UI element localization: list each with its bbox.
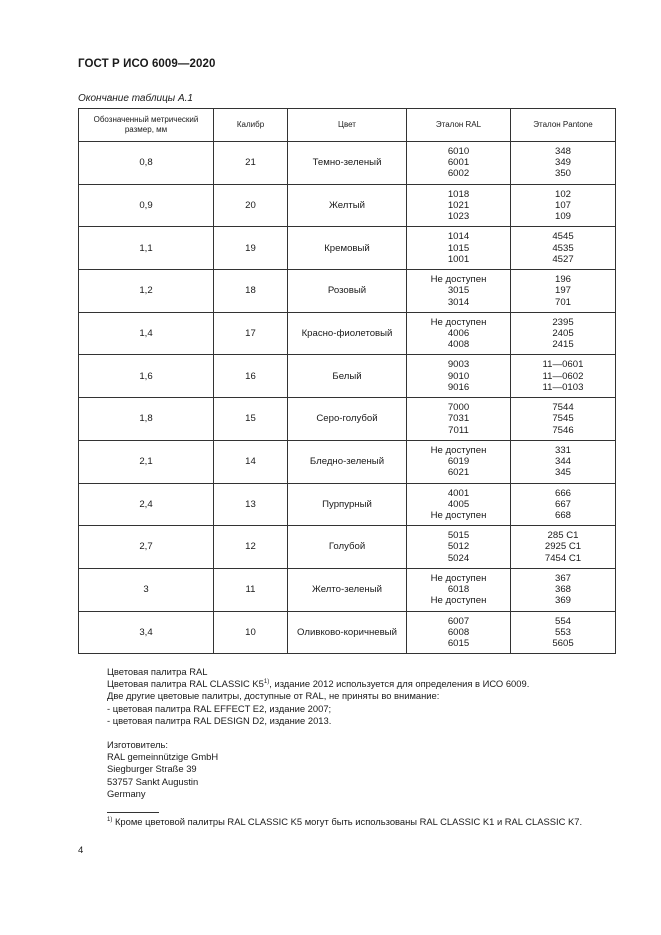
cell-pantone-value: 285 C1 [547, 530, 579, 542]
cell-ral-value: Не доступен [430, 274, 487, 286]
cell-ral-value: 6010 [447, 146, 470, 158]
note-other-palettes: Две другие цветовые палитры, доступные от RAL, не приняты во внимание: [107, 690, 440, 702]
cell-ral-value: 5024 [447, 552, 470, 564]
cell-ral-value: 5015 [447, 530, 470, 542]
cell-ral-value: Не доступен [430, 509, 487, 521]
cell-pantone-value: 11—0601 [542, 359, 584, 371]
color-code-table [78, 108, 616, 654]
cell-pantone [511, 184, 616, 227]
table-row [79, 312, 616, 355]
cell-ral [407, 483, 511, 526]
cell-ral [407, 355, 511, 398]
cell-gauge: 19 [214, 227, 288, 270]
cell-pantone [511, 526, 616, 569]
cell-pantone [511, 312, 616, 355]
cell-pantone-value: 331 [554, 444, 571, 456]
cell-ral-value: 6015 [447, 638, 470, 649]
cell-ral-value: Не доступен [430, 595, 487, 607]
cell-ral-value: 4001 [447, 487, 470, 499]
cell-pantone-value: 5605 [552, 638, 574, 649]
table-row [79, 611, 616, 654]
cell-size: 1,6 [79, 355, 214, 398]
cell-gauge: 18 [214, 270, 288, 313]
cell-pantone [511, 568, 616, 611]
cell-size: 1,1 [79, 227, 214, 270]
footnote-marker: 1) [107, 816, 113, 823]
note-usage-text: Цветовая палитра RAL CLASSIC K5 [107, 678, 264, 690]
cell-ral-value: 4005 [447, 498, 470, 510]
cell-pantone-value: 344 [554, 456, 571, 468]
note-list-item: - цветовая палитра RAL DESIGN D2, издание 2013. [107, 714, 332, 726]
cell-pantone-value: 2925 C1 [544, 541, 582, 553]
cell-ral [407, 227, 511, 270]
cell-color: Красно-фиолетовый [288, 312, 407, 355]
cell-ral [407, 526, 511, 569]
cell-color: Темно-зеленый [288, 142, 407, 185]
cell-ral-value: 1021 [447, 199, 470, 211]
cell-color: Оливково-коричневый [288, 611, 407, 654]
cell-ral-value: 3015 [447, 285, 470, 297]
cell-color: Желтый [288, 184, 407, 227]
cell-ral-value: 1023 [447, 211, 470, 223]
table-row [79, 142, 616, 185]
table-row [79, 483, 616, 526]
cell-ral-value: 7011 [448, 424, 469, 436]
cell-gauge: 14 [214, 440, 288, 483]
cell-pantone-value: 666 [554, 487, 571, 499]
cell-pantone-value: 107 [554, 199, 571, 211]
cell-pantone-value: 553 [554, 626, 571, 638]
cell-size: 1,4 [79, 312, 214, 355]
table-body [79, 142, 616, 654]
cell-color: Голубой [288, 526, 407, 569]
cell-pantone [511, 398, 616, 441]
cell-ral-value: 1015 [447, 242, 470, 254]
cell-pantone-value: 349 [554, 157, 571, 169]
cell-ral [407, 270, 511, 313]
cell-pantone-value: 2415 [552, 339, 574, 351]
cell-color: Пурпурный [288, 483, 407, 526]
manufacturer-country: Germany [107, 787, 146, 799]
table-header-row [79, 109, 616, 142]
cell-gauge: 15 [214, 398, 288, 441]
cell-gauge: 10 [214, 611, 288, 654]
cell-size: 1,8 [79, 398, 214, 441]
cell-ral-value: 7031 [447, 413, 470, 425]
cell-ral-value: 6007 [447, 615, 470, 627]
cell-size: 3 [79, 568, 214, 611]
cell-pantone [511, 355, 616, 398]
table-caption: Окончание таблицы А.1 [78, 93, 193, 104]
cell-pantone [511, 142, 616, 185]
cell-pantone-value: 2395 [552, 316, 574, 328]
cell-ral-value: 6018 [447, 584, 470, 596]
cell-ral [407, 142, 511, 185]
cell-ral-value: Не доступен [430, 444, 487, 456]
cell-ral-value: 1014 [447, 231, 470, 243]
col-header-color: Цвет [288, 109, 407, 142]
cell-pantone-value: 668 [554, 509, 571, 521]
cell-gauge: 20 [214, 184, 288, 227]
note-usage-text-end: , издание 2012 используется для определения в ИСО 6009. [269, 678, 530, 690]
page-number: 4 [78, 845, 84, 856]
footnote [107, 816, 615, 828]
cell-ral-value: 9016 [447, 381, 470, 393]
cell-pantone-value: 350 [554, 168, 571, 180]
cell-pantone-value: 554 [554, 615, 571, 627]
table-row [79, 568, 616, 611]
cell-gauge: 16 [214, 355, 288, 398]
cell-ral-value: 4006 [447, 327, 470, 339]
cell-pantone-value: 7454 C1 [544, 552, 582, 564]
cell-color: Белый [288, 355, 407, 398]
cell-ral [407, 184, 511, 227]
manufacturer-name: RAL gemeinnützige GmbH [107, 751, 219, 763]
cell-pantone [511, 440, 616, 483]
cell-pantone-value: 345 [554, 467, 571, 479]
notes-block [107, 666, 529, 800]
cell-gauge: 17 [214, 312, 288, 355]
cell-pantone-value: 2405 [552, 327, 574, 339]
cell-color: Розовый [288, 270, 407, 313]
col-header-pantone: Эталон Pantone [511, 109, 616, 142]
cell-ral-value: 7000 [447, 402, 470, 414]
cell-pantone-value: 667 [554, 498, 571, 510]
table-row [79, 440, 616, 483]
cell-pantone-value: 369 [554, 595, 571, 607]
table-row [79, 526, 616, 569]
cell-pantone-value: 701 [554, 296, 571, 308]
cell-gauge: 21 [214, 142, 288, 185]
table-row [79, 355, 616, 398]
cell-pantone-value: 4545 [552, 231, 574, 243]
cell-pantone-value: 196 [554, 274, 571, 286]
cell-ral-value: 3014 [447, 296, 470, 308]
manufacturer-label: Изготовитель: [107, 739, 168, 751]
col-header-ral: Эталон RAL [407, 109, 511, 142]
cell-color: Кремовый [288, 227, 407, 270]
cell-ral-value: 1001 [447, 253, 470, 265]
cell-gauge: 11 [214, 568, 288, 611]
cell-ral [407, 611, 511, 654]
cell-ral-value: 1018 [447, 188, 470, 200]
cell-ral [407, 398, 511, 441]
cell-pantone-value: 4527 [552, 253, 574, 265]
cell-color: Серо-голубой [288, 398, 407, 441]
cell-pantone [511, 270, 616, 313]
cell-ral-value: Не доступен [430, 316, 487, 328]
cell-ral-value: 5012 [447, 541, 470, 553]
cell-size: 3,4 [79, 611, 214, 654]
cell-size: 1,2 [79, 270, 214, 313]
footnote-divider [107, 812, 159, 813]
note-palette-usage [107, 678, 529, 690]
cell-ral-value: 6019 [447, 456, 470, 468]
cell-gauge: 13 [214, 483, 288, 526]
cell-size: 2,7 [79, 526, 214, 569]
cell-ral-value: 6002 [447, 168, 470, 180]
footnote-ref: 1) [263, 679, 270, 686]
footnote-text: Кроме цветовой палитры RAL CLASSIC K5 могут быть использованы RAL CLASSIC K1 и RAL CLASSIC K7. [112, 816, 583, 827]
col-header-size: Обозначенный метрический размер, мм [79, 109, 214, 142]
cell-pantone-value: 11—0103 [542, 381, 584, 393]
cell-pantone-value: 11—0602 [542, 370, 584, 382]
cell-ral-value: 9003 [447, 359, 470, 371]
cell-pantone-value: 102 [554, 188, 571, 200]
cell-color: Желто-зеленый [288, 568, 407, 611]
table-row [79, 270, 616, 313]
cell-ral-value: 4008 [447, 339, 470, 351]
cell-pantone [511, 483, 616, 526]
cell-pantone-value: 7546 [552, 424, 574, 436]
cell-ral [407, 440, 511, 483]
table-row [79, 184, 616, 227]
cell-pantone-value: 367 [554, 572, 571, 584]
cell-ral-value: 6008 [447, 626, 470, 638]
cell-color: Бледно-зеленый [288, 440, 407, 483]
table-row [79, 398, 616, 441]
cell-ral-value: 6001 [447, 157, 470, 169]
cell-pantone [511, 227, 616, 270]
cell-ral [407, 568, 511, 611]
cell-pantone-value: 109 [554, 211, 571, 223]
cell-ral [407, 312, 511, 355]
cell-ral-value: 6021 [447, 467, 470, 479]
cell-gauge: 12 [214, 526, 288, 569]
cell-size: 2,4 [79, 483, 214, 526]
col-header-gauge: Калибр [214, 109, 288, 142]
cell-size: 2,1 [79, 440, 214, 483]
cell-size: 0,9 [79, 184, 214, 227]
note-palette-title: Цветовая палитра RAL [107, 666, 208, 677]
cell-pantone-value: 4535 [552, 242, 574, 254]
note-list-item: - цветовая палитра RAL EFFECT E2, издание 2007; [107, 702, 332, 714]
cell-pantone-value: 197 [554, 285, 571, 297]
cell-ral-value: Не доступен [430, 572, 487, 584]
cell-pantone-value: 368 [554, 584, 571, 596]
cell-pantone-value: 7545 [552, 413, 574, 425]
manufacturer-city: 53757 Sankt Augustin [107, 775, 199, 787]
cell-pantone-value: 348 [554, 146, 571, 158]
cell-pantone [511, 611, 616, 654]
manufacturer-street: Siegburger Straße 39 [107, 763, 197, 775]
table-row [79, 227, 616, 270]
cell-pantone-value: 7544 [552, 402, 574, 414]
cell-size: 0,8 [79, 142, 214, 185]
document-header: ГОСТ Р ИСО 6009—2020 [78, 58, 216, 70]
cell-ral-value: 9010 [447, 370, 470, 382]
